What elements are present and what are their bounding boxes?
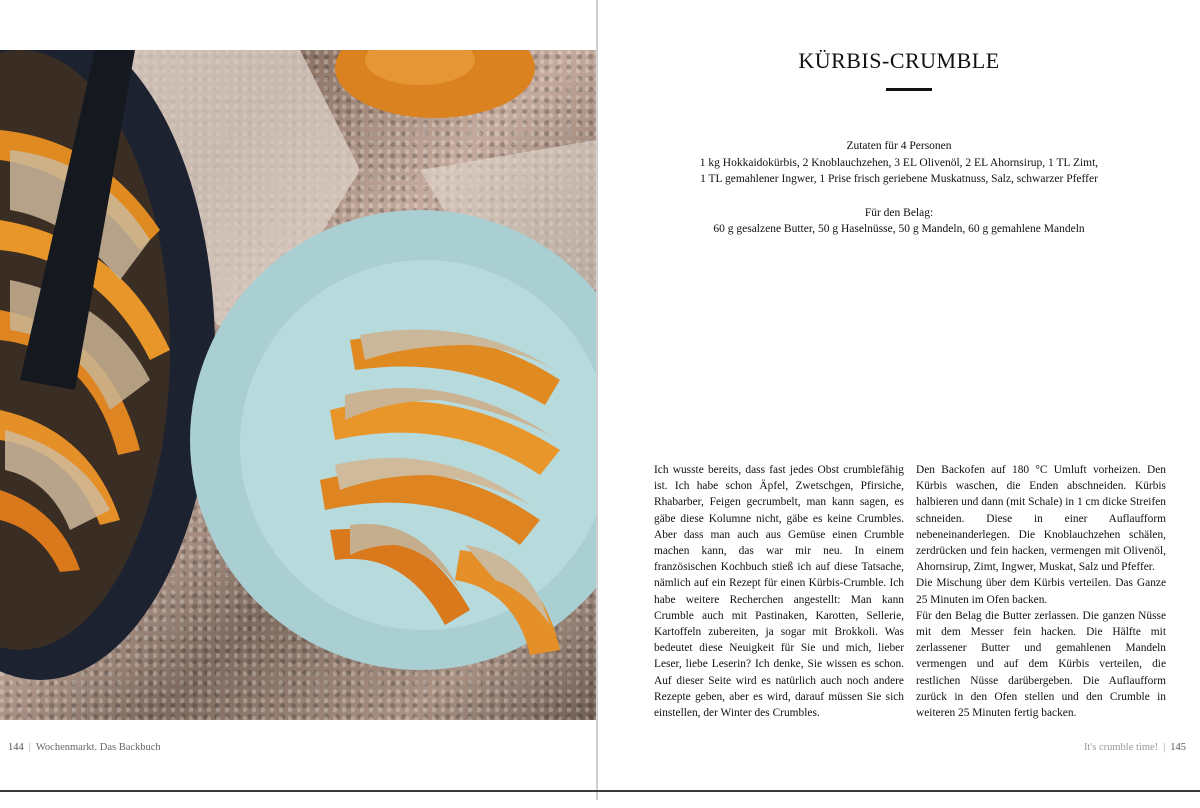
recipe-title: KÜRBIS-CRUMBLE [798, 48, 1000, 73]
ingredients-line-1: 1 kg Hokkaidokürbis, 2 Knoblauchzehen, 3 EL Olivenöl, 2 EL Ahornsirup, 1 TL Zimt, [699, 156, 1099, 169]
right-page [598, 0, 1200, 808]
page-number-left: 144 [8, 742, 24, 753]
running-title-right: It's crumble time! [1083, 742, 1159, 753]
bottom-rule [0, 790, 1200, 792]
intro-column [654, 462, 904, 721]
ingredients-block [598, 138, 1200, 238]
instructions-column [916, 462, 1166, 721]
footer-right [1084, 742, 1186, 753]
topping-heading: Für den Belag: [864, 206, 934, 219]
footer-separator-left: | [28, 742, 31, 753]
running-title-left: Wochenmarkt. Das Backbuch [35, 742, 161, 753]
footer-separator-right: | [1163, 742, 1166, 753]
footer-left [8, 742, 161, 753]
ingredients-heading: Zutaten für 4 Personen [846, 140, 952, 152]
intro-text: Ich wusste bereits, dass fast jedes Obst crumblefähig ist. Ich habe schon Äpfel, Zwetschgen, Pfirsiche, Rhabarber, Feigen gecrumbelt, man kann sagen, es gäbe diese Kolumne nicht, gäbe es keine Crumbles. Aber dass man auch aus Gemüse einen Crumble machen kann, das war mir neu. In einem französischen Kochbuch stieß ich auf diese Tatsache, nämlich auf ein Rezept für einen Kürbis-Crumble. Ich habe weitere Recherchen angestellt: Man kann Crumble auch mit Pastinaken, Karotten, Sellerie, Kartoffeln zubereiten, ja sogar mit Brokkoli. Was bedeutet diese Neuigkeit für Sie und mich, lieber Leser, liebe Leserin? Ich denke, Sie wissen es schon. Auf dieser Seite wird es natürlich auch noch andere Rezepte geben, aber es wird, darauf müssen Sie sich einstellen, der Winter des Crumbles. [654, 464, 904, 720]
step-3: Für den Belag die Butter zerlassen. Die ganzen Nüsse mit dem Messer fein hacken. Die Hälfte mit zerlassener Butter und gemahlenen Mandeln vermengen und auf dem Kürbis verteilen, die restlichen Nüsse darübergeben. Die Auflaufform zurück in den Ofen stellen und den Crumble in weiteren 25 Minuten fertig backen. [916, 609, 1166, 720]
ingredients-line-2: 1 TL gemahlener Ingwer, 1 Prise frisch geriebene Muskatnuss, Salz, schwarzer Pfeffer [700, 173, 1098, 185]
page-number-right: 145 [1170, 742, 1186, 753]
step-2: Die Mischung über dem Kürbis verteilen. Das Ganze 25 Minuten im Ofen backen. [916, 577, 1166, 606]
topping-line: 60 g gesalzene Butter, 50 g Haselnüsse, 50 g Mandeln, 60 g gemahlene Mandeln [713, 223, 1085, 235]
left-page [0, 0, 596, 808]
pumpkin-crumble-photo [0, 50, 596, 720]
food-illustration [0, 50, 596, 720]
title-rule [886, 88, 932, 91]
step-1: Den Backofen auf 180 °C Umluft vorheizen. Den Kürbis waschen, die Enden abschneiden. Kürbis halbieren und dann (mit Schale) in 1 cm dicke Streifen schneiden. Diese in einer Auflaufform nebeneinanderlegen. Die Knoblauchzehen schälen, zerdrücken und fein hacken, vermengen mit Olivenöl, Ahornsirup, Zimt, Ingwer, Muskat, Salz und Pfeffer. [916, 464, 1166, 574]
